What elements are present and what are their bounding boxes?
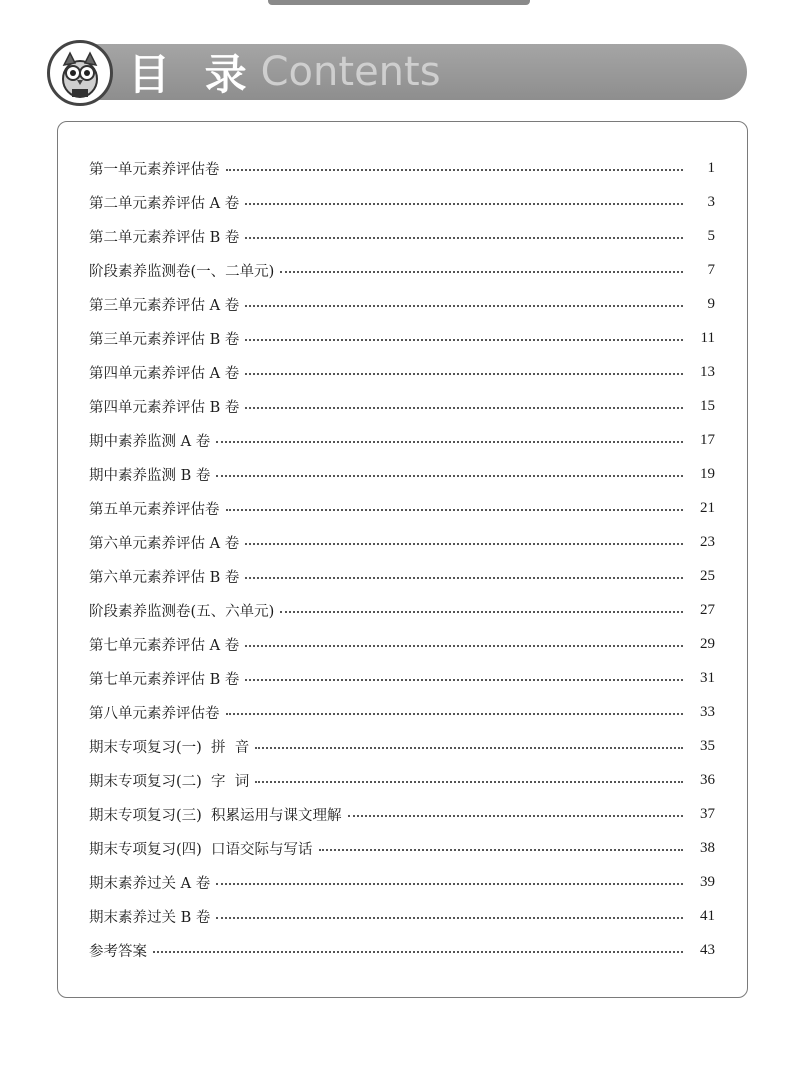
toc-item-page: 27: [700, 601, 715, 618]
toc-item-title: 期末专项复习(二) 字 词: [89, 773, 250, 790]
toc-leader-dots: [245, 339, 683, 341]
toc-item-page: 35: [700, 737, 715, 754]
toc-leader-dots: [245, 543, 683, 545]
toc-item-page: 3: [707, 193, 715, 210]
title-chinese: 目 录: [128, 50, 257, 99]
toc-leader-dots: [280, 611, 683, 613]
toc-item-title: 期中素养监测 A 卷: [89, 433, 211, 450]
title-english: Contents: [260, 49, 441, 95]
toc-item-title: 第三单元素养评估 B 卷: [89, 331, 240, 348]
toc-item[interactable]: [89, 661, 715, 695]
toc-item-page: 21: [700, 499, 715, 516]
toc-item[interactable]: [89, 321, 715, 355]
toc-item[interactable]: [89, 423, 715, 457]
toc-item[interactable]: [89, 389, 715, 423]
toc-leader-dots: [216, 441, 683, 443]
toc-item-title: 第五单元素养评估卷: [89, 501, 220, 518]
toc-item-page: 1: [707, 159, 715, 176]
toc-leader-dots: [319, 849, 683, 851]
toc-leader-dots: [255, 747, 683, 749]
toc-item[interactable]: [89, 763, 715, 797]
toc-item-title: 第四单元素养评估 B 卷: [89, 399, 240, 416]
toc-item-title: 第二单元素养评估 A 卷: [89, 195, 240, 212]
toc-item-title: 期末专项复习(一) 拼 音: [89, 739, 250, 756]
toc-leader-dots: [245, 237, 683, 239]
toc-item-page: 43: [700, 941, 715, 958]
toc-item[interactable]: [89, 559, 715, 593]
toc-item[interactable]: [89, 627, 715, 661]
toc-item-title: 第六单元素养评估 B 卷: [89, 569, 240, 586]
toc-item-title: 期末专项复习(三) 积累运用与课文理解: [89, 807, 342, 824]
toc-leader-dots: [280, 271, 683, 273]
toc-item-title: 阶段素养监测卷(五、六单元): [89, 603, 275, 620]
toc-leader-dots: [245, 679, 683, 681]
toc-item-title: 第六单元素养评估 A 卷: [89, 535, 240, 552]
toc-item-page: 39: [700, 873, 715, 890]
toc-leader-dots: [245, 203, 683, 205]
toc-item-title: 期末素养过关 B 卷: [89, 909, 211, 926]
page-title: [128, 44, 441, 100]
toc-item-title: 期末素养过关 A 卷: [89, 875, 211, 892]
toc-item-page: 36: [700, 771, 715, 788]
toc-item-page: 23: [700, 533, 715, 550]
toc-item[interactable]: [89, 253, 715, 287]
toc-leader-dots: [216, 883, 683, 885]
toc-item-title: 期末专项复习(四) 口语交际与写话: [89, 841, 313, 858]
toc-item-page: 41: [700, 907, 715, 924]
toc-item[interactable]: [89, 525, 715, 559]
toc-leader-dots: [245, 407, 683, 409]
toc-list: [89, 151, 715, 967]
toc-item-page: 19: [700, 465, 715, 482]
toc-leader-dots: [216, 475, 683, 477]
toc-item-title: 阶段素养监测卷(一、二单元): [89, 263, 275, 280]
toc-item[interactable]: [89, 865, 715, 899]
toc-item-page: 13: [700, 363, 715, 380]
toc-item-page: 33: [700, 703, 715, 720]
toc-item-page: 9: [707, 295, 715, 312]
toc-item[interactable]: [89, 219, 715, 253]
toc-leader-dots: [348, 815, 683, 817]
toc-item[interactable]: [89, 695, 715, 729]
toc-item-title: 第三单元素养评估 A 卷: [89, 297, 240, 314]
toc-item-page: 31: [700, 669, 715, 686]
toc-leader-dots: [226, 713, 684, 715]
toc-item-page: 38: [700, 839, 715, 856]
toc-item[interactable]: [89, 593, 715, 627]
owl-mascot-icon: [47, 40, 113, 106]
toc-item-title: 第四单元素养评估 A 卷: [89, 365, 240, 382]
toc-item-page: 11: [700, 329, 715, 346]
toc-item-page: 17: [700, 431, 715, 448]
toc-leader-dots: [245, 645, 683, 647]
toc-item-page: 37: [700, 805, 715, 822]
toc-item-title: 期中素养监测 B 卷: [89, 467, 211, 484]
toc-item-page: 7: [707, 261, 715, 278]
toc-item[interactable]: [89, 287, 715, 321]
toc-leader-dots: [245, 577, 683, 579]
toc-item[interactable]: [89, 899, 715, 933]
toc-item[interactable]: [89, 491, 715, 525]
toc-leader-dots: [245, 373, 683, 375]
toc-item-title: 第八单元素养评估卷: [89, 705, 220, 722]
toc-item-page: 25: [700, 567, 715, 584]
toc-leader-dots: [226, 169, 684, 171]
toc-item[interactable]: [89, 797, 715, 831]
toc-item-page: 15: [700, 397, 715, 414]
toc-leader-dots: [226, 509, 684, 511]
top-edge-bar: [268, 0, 530, 5]
toc-leader-dots: [255, 781, 683, 783]
toc-item-page: 5: [707, 227, 715, 244]
toc-item[interactable]: [89, 831, 715, 865]
toc-item-title: 第七单元素养评估 B 卷: [89, 671, 240, 688]
toc-item[interactable]: [89, 185, 715, 219]
toc-item-title: 第七单元素养评估 A 卷: [89, 637, 240, 654]
toc-leader-dots: [245, 305, 683, 307]
toc-item[interactable]: [89, 933, 715, 967]
toc-item-title: 参考答案: [89, 943, 147, 960]
toc-item-page: 29: [700, 635, 715, 652]
toc-leader-dots: [216, 917, 683, 919]
toc-item[interactable]: [89, 151, 715, 185]
toc-item-title: 第一单元素养评估卷: [89, 161, 220, 178]
toc-item[interactable]: [89, 729, 715, 763]
toc-item-title: 第二单元素养评估 B 卷: [89, 229, 240, 246]
toc-item[interactable]: [89, 457, 715, 491]
toc-item[interactable]: [89, 355, 715, 389]
toc-leader-dots: [153, 951, 683, 953]
